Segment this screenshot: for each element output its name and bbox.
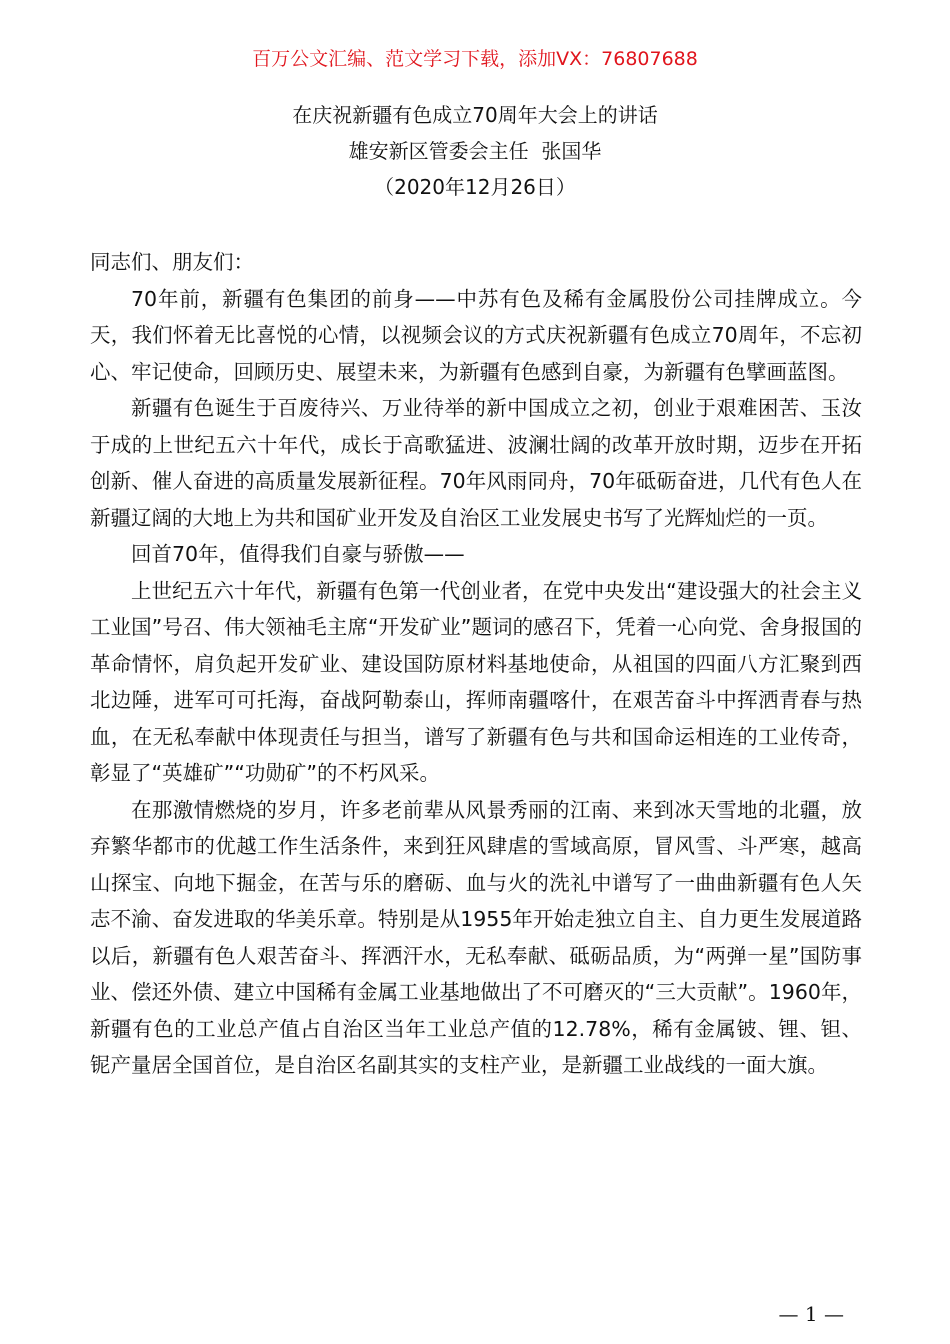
paragraph: 70年前，新疆有色集团的前身——中苏有色及稀有金属股份公司挂牌成立。今天，我们怀着无比喜悦的心情，以视频会议的方式庆祝新疆有色成立70周年，不忘初心、牢记使命，回顾历史、展望未来，为新疆有色感到自豪，为新疆有色擘画蓝图。	[90, 286, 862, 384]
paragraph: 在那激情燃烧的岁月，许多老前辈从风景秀丽的江南、来到冰天雪地的北疆，放弃繁华都市的优越工作生活条件，来到狂风肆虐的雪域高原，冒风雪、斗严寒，越高山探宝、向地下掘金，在苦与乐的磨砺、血与火的洗礼中谱写了一曲曲新疆有色人矢志不渝、奋发进取的华美乐章。特别是从1955年开始走独立自主、自力更生发展道路以后，新疆有色人艰苦奋斗、挥洒汗水，无私奉献、砥砺品质，为“两弹一星”国防事业、偿还外债、建立中国稀有金属工业基地做出了不可磨灭的“三大贡献”。1960年，新疆有色的工业总产值占自治区当年工业总产值的12.78%，稀有金属铍、锂、钽、铌产量居全国首位，是自治区名副其实的支柱产业，是新疆工业战线的一面大旗。	[90, 797, 862, 1077]
speech-date: （2020年12月26日）	[374, 175, 576, 199]
salutation: 同志们、朋友们：	[90, 250, 254, 274]
speech-body	[90, 244, 862, 1084]
speech-title: 在庆祝新疆有色成立70周年大会上的讲话	[292, 103, 658, 127]
paragraph: 上世纪五六十年代，新疆有色第一代创业者，在党中央发出“建设强大的社会主义工业国”号召、伟大领袖毛主席“开发矿业”题词的感召下，凭着一心向党、舍身报国的革命情怀，肩负起开发矿业、建设国防原材料基地使命，从祖国的四面八方汇聚到西北边陲，进军可可托海，奋战阿勒泰山，挥师南疆喀什，在艰苦奋斗中挥洒青春与热血，在无私奉献中体现责任与担当，谱写了新疆有色与共和国命运相连的工业传奇，彰显了“英雄矿”“功勋矿”的不朽风采。	[90, 578, 862, 785]
title-block	[0, 97, 950, 205]
page-number: — 1 —	[778, 1302, 844, 1326]
speaker-line: 雄安新区管委会主任 张国华	[348, 139, 602, 163]
paragraph: 回首70年，值得我们自豪与骄傲——	[131, 542, 465, 566]
paragraph: 新疆有色诞生于百废待兴、万业待举的新中国成立之初，创业于艰难困苦、玉汝于成的上世纪五六十年代，成长于高歌猛进、波澜壮阔的改革开放时期，迈步在开拓创新、催人奋进的高质量发展新征程。70年风雨同舟，70年砥砺奋进，几代有色人在新疆辽阔的大地上为共和国矿业开发及自治区工业发展史书写了光辉灿烂的一页。	[90, 396, 862, 530]
promo-banner: 百万公文汇编、范文学习下载，添加VX：76807688	[252, 48, 698, 70]
